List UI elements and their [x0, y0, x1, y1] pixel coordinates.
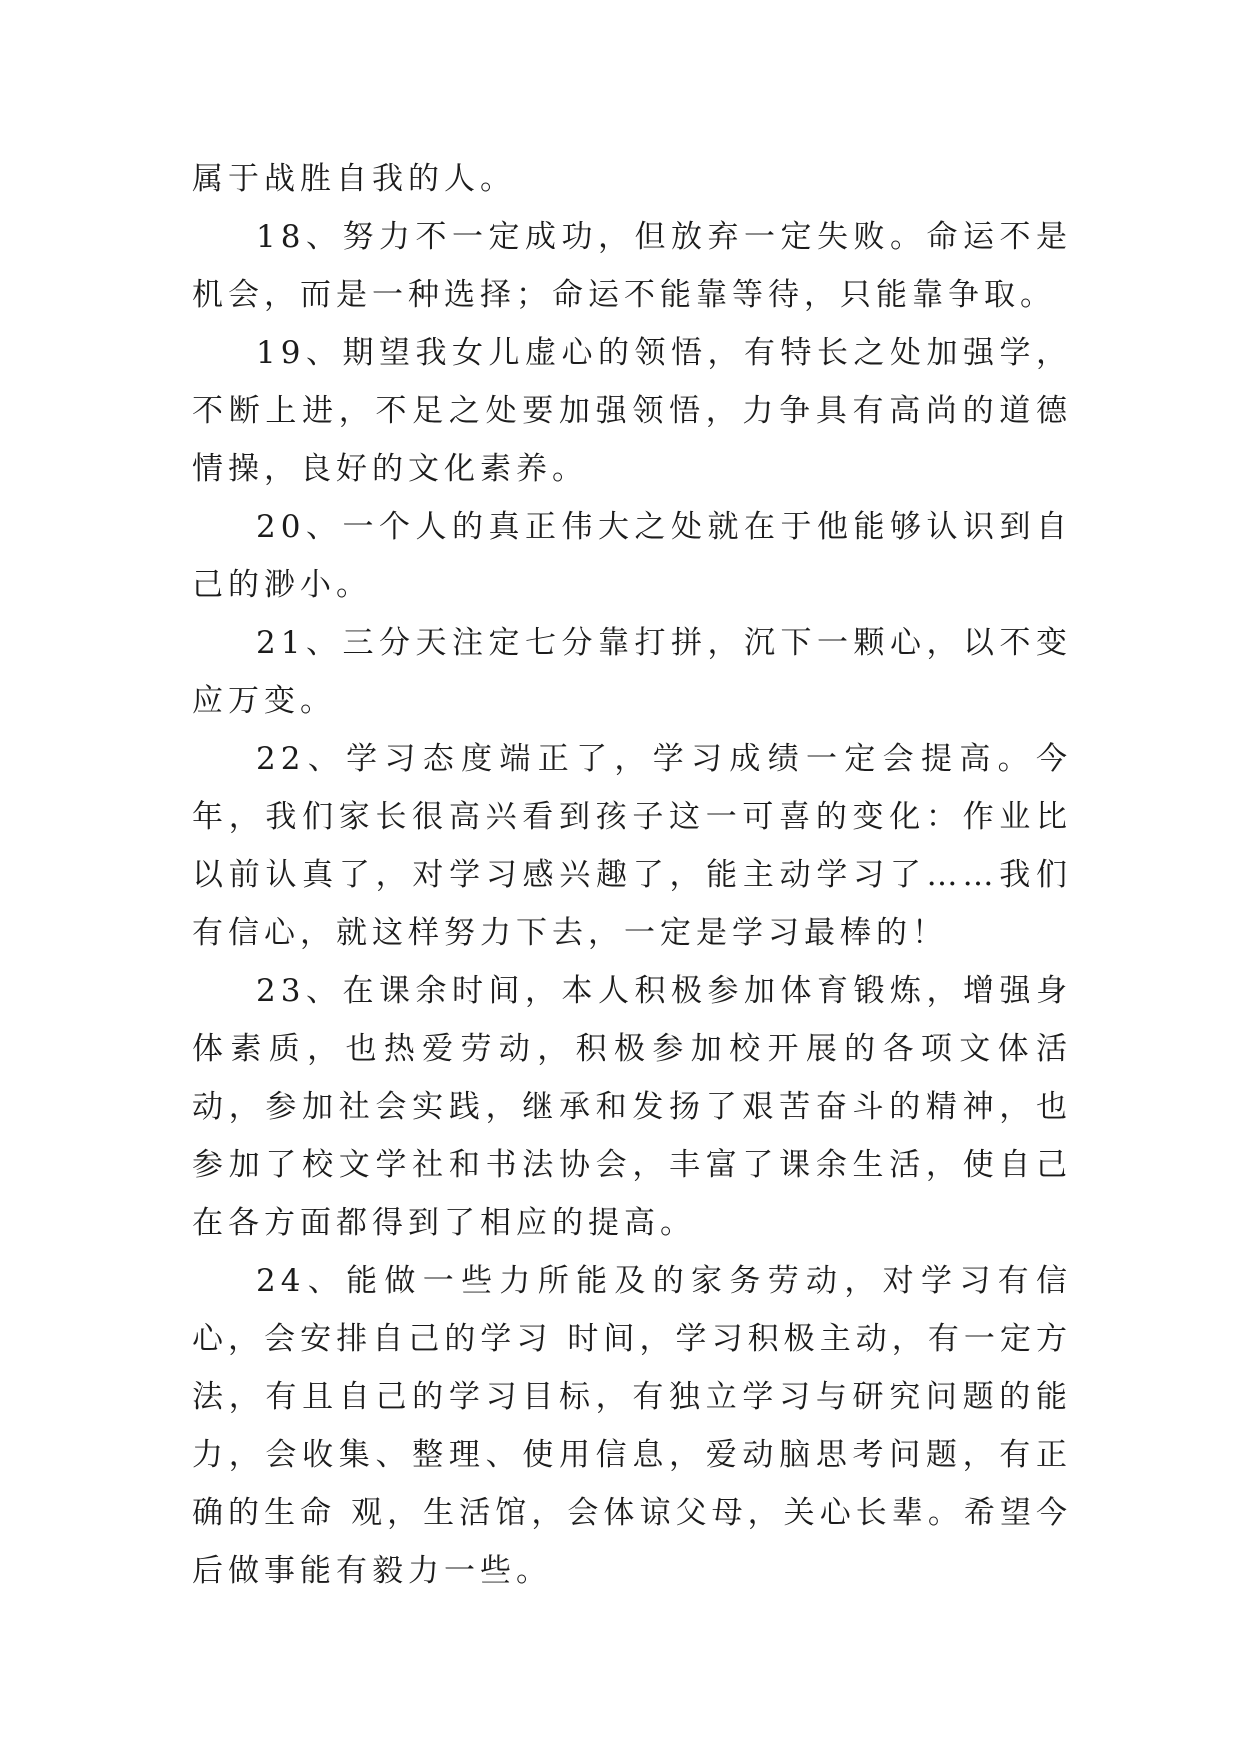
document-body	[192, 150, 1072, 1600]
paragraph-item-18: 18、努力不一定成功，但放弃一定失败。命运不是机会，而是一种选择；命运不能靠等待，只能靠争取。	[192, 219, 1072, 313]
paragraph-item-21: 21、三分天注定七分靠打拼，沉下一颗心，以不变应万变。	[192, 625, 1072, 719]
paragraph-item-24: 24、能做一些力所能及的家务劳动，对学习有信心，会安排自己的学习 时间，学习积极主动，有一定方法，有且自己的学习目标，有独立学习与研究问题的能力，会收集、整理、使用信息，爱动脑思考问题，有正确的生命 观，生活馆，会体谅父母，关心长辈。希望今后做事能有毅力一些。	[192, 1263, 1072, 1589]
paragraph-item-23: 23、在课余时间，本人积极参加体育锻炼，增强身体素质，也热爱劳动，积极参加校开展的各项文体活动，参加社会实践，继承和发扬了艰苦奋斗的精神，也参加了校文学社和书法协会，丰富了课余生活，使自己在各方面都得到了相应的提高。	[192, 973, 1072, 1241]
paragraph-continuation: 属于战胜自我的人。	[192, 161, 516, 197]
paragraph-item-20: 20、一个人的真正伟大之处就在于他能够认识到自己的渺小。	[192, 509, 1072, 603]
paragraph-item-19: 19、期望我女儿虚心的领悟，有特长之处加强学，不断上进，不足之处要加强领悟，力争具有高尚的道德情操，良好的文化素养。	[192, 335, 1072, 487]
paragraph-item-22: 22、学习态度端正了，学习成绩一定会提高。今年，我们家长很高兴看到孩子这一可喜的变化：作业比以前认真了，对学习感兴趣了，能主动学习了……我们有信心，就这样努力下去，一定是学习最棒的！	[192, 741, 1072, 951]
